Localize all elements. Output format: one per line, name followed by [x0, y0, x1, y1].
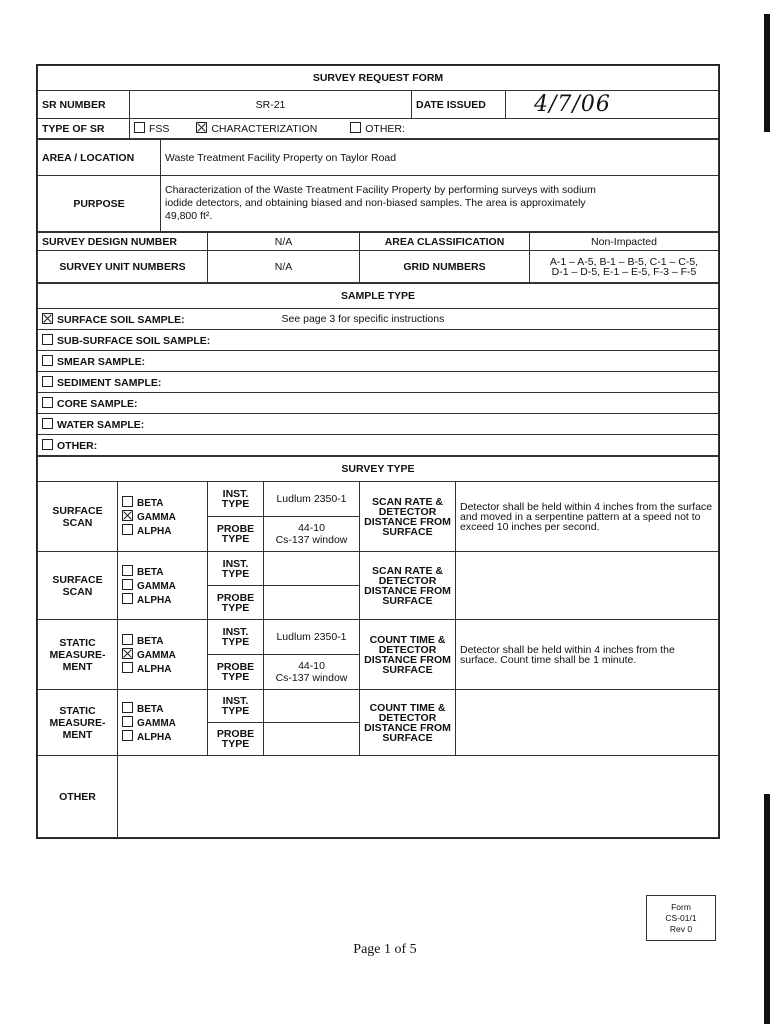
fss-label: FSS: [149, 123, 170, 135]
scan-edge-mark-top: [764, 14, 770, 132]
block-3-inst-type-label: INST. TYPE: [208, 620, 264, 655]
survey-type-header: SURVEY TYPE: [38, 457, 719, 482]
block-4-inst-type-label: INST. TYPE: [208, 690, 264, 723]
grid-numbers-label: GRID NUMBERS: [360, 251, 530, 283]
block-4-instructions[interactable]: [456, 690, 719, 756]
block-2-alpha-label: ALPHA: [137, 594, 172, 606]
block-1-beta[interactable]: [122, 496, 203, 510]
survey-design-number-label: SURVEY DESIGN NUMBER: [38, 233, 208, 251]
block-3-probe-type-value[interactable]: [264, 655, 360, 690]
block-3-alpha-label: ALPHA: [137, 663, 172, 675]
characterization-checkbox[interactable]: [196, 122, 207, 133]
survey-request-form: [36, 64, 720, 839]
other-survey-label: OTHER: [38, 756, 118, 838]
survey-design-number-value[interactable]: N/A: [208, 233, 360, 251]
sub-surface-soil-note[interactable]: [278, 330, 719, 351]
block-3-param-label: COUNT TIME & DETECTOR DISTANCE FROM SURFACE: [360, 620, 456, 690]
location-purpose-table: [37, 139, 719, 232]
sample-type-header: SAMPLE TYPE: [38, 284, 719, 309]
block-2-inst-type-value[interactable]: [264, 552, 360, 586]
block-4-probe-type-value[interactable]: [264, 723, 360, 756]
sample-row-smear[interactable]: [38, 351, 719, 372]
core-checkbox[interactable]: [42, 397, 53, 408]
characterization-label: CHARACTERIZATION: [211, 123, 318, 135]
grid-numbers-line-1: A-1 – A-5, B-1 – B-5, C-1 – C-5,: [549, 255, 699, 268]
block-1-gamma-checkbox[interactable]: [122, 510, 133, 521]
block-1-probe-line-2: Cs-137 window: [275, 534, 348, 546]
survey-unit-numbers-value[interactable]: N/A: [208, 251, 360, 283]
survey-block-4-type: STATIC MEASURE-MENT: [38, 690, 118, 756]
block-1-param-label: SCAN RATE & DETECTOR DISTANCE FROM SURFACE: [360, 482, 456, 552]
sample-row-water[interactable]: [38, 414, 719, 435]
surface-soil-note[interactable]: See page 3 for specific instructions: [278, 309, 719, 330]
block-3-probe-line-2: Cs-137 window: [275, 672, 348, 684]
water-note[interactable]: [278, 414, 719, 435]
other-sample-note[interactable]: [278, 435, 719, 456]
block-4-probe-type-label: PROBE TYPE: [208, 723, 264, 756]
form-header-table: [37, 65, 719, 139]
page-number: Page 1 of 5: [353, 942, 417, 957]
block-2-instructions[interactable]: [456, 552, 719, 620]
block-4-gamma[interactable]: [122, 716, 203, 730]
block-1-alpha-checkbox[interactable]: [122, 524, 133, 535]
sediment-note[interactable]: [278, 372, 719, 393]
block-3-beta-label: BETA: [137, 635, 164, 647]
sample-row-surface-soil[interactable]: [38, 309, 719, 330]
block-1-gamma-label: GAMMA: [137, 511, 176, 523]
block-3-alpha-checkbox[interactable]: [122, 662, 133, 673]
block-3-gamma[interactable]: [122, 648, 203, 662]
block-2-gamma[interactable]: [122, 579, 203, 593]
survey-block-2-options: [118, 552, 208, 620]
block-3-inst-type-value[interactable]: Ludlum 2350-1: [264, 620, 360, 655]
sample-type-table: [37, 283, 719, 456]
survey-block-3-options: [118, 620, 208, 690]
block-1-inst-type-label: INST. TYPE: [208, 482, 264, 517]
block-1-alpha-label: ALPHA: [137, 525, 172, 537]
block-2-beta-checkbox[interactable]: [122, 565, 133, 576]
block-4-inst-type-value[interactable]: [264, 690, 360, 723]
survey-unit-numbers-label: SURVEY UNIT NUMBERS: [38, 251, 208, 283]
form-id-box: [646, 895, 716, 941]
purpose-line-3: 49,800 ft².: [165, 210, 213, 222]
date-issued-handwritten: 4/7/06: [534, 92, 611, 117]
grid-numbers-line-2: D-1 – D-5, E-1 – E-5, F-3 – F-5: [551, 265, 697, 278]
sample-row-sediment[interactable]: [38, 372, 719, 393]
other-survey-value[interactable]: [118, 756, 719, 838]
area-location-label: AREA / LOCATION: [38, 140, 161, 176]
fss-checkbox[interactable]: [134, 122, 145, 133]
purpose-line-1: Characterization of the Waste Treatment Facility Property by performing surveys with sodium: [165, 184, 596, 196]
type-of-sr-label: TYPE OF SR: [38, 119, 130, 139]
block-1-probe-type-value[interactable]: [264, 517, 360, 552]
type-option-characterization[interactable]: [196, 123, 317, 135]
block-3-alpha[interactable]: [122, 662, 203, 676]
smear-note[interactable]: [278, 351, 719, 372]
survey-block-2-type: SURFACE SCAN: [38, 552, 118, 620]
form-id-line-2: CS-01/1: [665, 913, 697, 923]
surface-soil-checkbox[interactable]: [42, 313, 53, 324]
block-3-beta[interactable]: [122, 634, 203, 648]
form-id-line-1: Form: [671, 902, 691, 912]
block-2-probe-type-value[interactable]: [264, 586, 360, 620]
grid-numbers-value[interactable]: [530, 251, 719, 283]
block-2-probe-type-label: PROBE TYPE: [208, 586, 264, 620]
block-2-gamma-checkbox[interactable]: [122, 579, 133, 590]
core-label: CORE SAMPLE:: [57, 397, 138, 410]
survey-block-4-options: [118, 690, 208, 756]
block-2-param-label: SCAN RATE & DETECTOR DISTANCE FROM SURFACE: [360, 552, 456, 620]
water-checkbox[interactable]: [42, 418, 53, 429]
block-3-gamma-label: GAMMA: [137, 649, 176, 661]
survey-block-1-options: [118, 482, 208, 552]
block-4-alpha-checkbox[interactable]: [122, 730, 133, 741]
block-4-gamma-checkbox[interactable]: [122, 716, 133, 727]
scan-edge-mark-bottom: [764, 794, 770, 1024]
block-4-gamma-label: GAMMA: [137, 717, 176, 729]
other-sample-label: OTHER:: [57, 439, 98, 452]
block-2-inst-type-label: INST. TYPE: [208, 552, 264, 586]
core-note[interactable]: [278, 393, 719, 414]
water-label: WATER SAMPLE:: [57, 418, 145, 431]
form-title: SURVEY REQUEST FORM: [38, 66, 719, 91]
sub-surface-soil-checkbox[interactable]: [42, 334, 53, 345]
block-2-alpha[interactable]: [122, 593, 203, 607]
area-classification-label: AREA CLASSIFICATION: [360, 233, 530, 251]
surface-soil-label: SURFACE SOIL SAMPLE:: [57, 313, 185, 326]
purpose-label: PURPOSE: [38, 176, 161, 232]
type-option-other[interactable]: [350, 123, 405, 135]
block-4-alpha[interactable]: [122, 730, 203, 744]
block-4-beta[interactable]: [122, 702, 203, 716]
smear-label: SMEAR SAMPLE:: [57, 355, 146, 368]
block-1-inst-type-value[interactable]: Ludlum 2350-1: [264, 482, 360, 517]
block-4-beta-label: BETA: [137, 703, 164, 715]
block-1-instructions[interactable]: Detector shall be held within 4 inches from the surface and moved in a serpentine pattern at a speed not to exceed 10 inches per second.: [456, 482, 719, 552]
block-3-probe-line-1: 44-10: [298, 660, 325, 672]
block-2-beta-label: BETA: [137, 566, 164, 578]
block-1-probe-type-label: PROBE TYPE: [208, 517, 264, 552]
block-3-probe-type-label: PROBE TYPE: [208, 655, 264, 690]
survey-block-3-type: STATIC MEASURE-MENT: [38, 620, 118, 690]
block-3-gamma-checkbox[interactable]: [122, 648, 133, 659]
block-3-beta-checkbox[interactable]: [122, 634, 133, 645]
form-id-line-3: Rev 0: [669, 924, 693, 934]
other-sample-checkbox[interactable]: [42, 439, 53, 450]
block-1-alpha[interactable]: [122, 524, 203, 538]
sr-number-label: SR NUMBER: [38, 91, 130, 119]
other-type-label: OTHER:: [365, 123, 405, 135]
block-2-beta[interactable]: [122, 565, 203, 579]
sediment-checkbox[interactable]: [42, 376, 53, 387]
block-2-alpha-checkbox[interactable]: [122, 593, 133, 604]
smear-checkbox[interactable]: [42, 355, 53, 366]
area-location-value[interactable]: Waste Treatment Facility Property on Taylor Road: [161, 140, 719, 176]
type-of-sr-options: [130, 119, 719, 139]
block-4-param-label: COUNT TIME & DETECTOR DISTANCE FROM SURFACE: [360, 690, 456, 756]
other-type-checkbox[interactable]: [350, 122, 361, 133]
sr-number-field[interactable]: SR-21: [130, 91, 412, 119]
sub-surface-soil-label: SUB-SURFACE SOIL SAMPLE:: [57, 334, 211, 347]
block-4-beta-checkbox[interactable]: [122, 702, 133, 713]
date-issued-field[interactable]: [506, 91, 719, 119]
purpose-line-2: iodide detectors, and obtaining biased and non-biased samples. The area is approximately: [165, 197, 586, 209]
block-1-gamma[interactable]: [122, 510, 203, 524]
sample-row-sub-surface-soil[interactable]: [38, 330, 719, 351]
date-issued-label: DATE ISSUED: [412, 91, 506, 119]
sample-row-other[interactable]: [38, 435, 719, 456]
block-4-alpha-label: ALPHA: [137, 731, 172, 743]
survey-block-1-type: SURFACE SCAN: [38, 482, 118, 552]
type-option-fss[interactable]: [134, 123, 169, 135]
block-1-beta-checkbox[interactable]: [122, 496, 133, 507]
survey-type-table: [37, 456, 719, 838]
sediment-label: SEDIMENT SAMPLE:: [57, 376, 162, 389]
block-1-beta-label: BETA: [137, 497, 164, 509]
block-1-probe-line-1: 44-10: [298, 522, 325, 534]
block-3-instructions[interactable]: Detector shall be held within 4 inches from the surface. Count time shall be 1 minute.: [456, 620, 719, 690]
area-classification-value[interactable]: Non-Impacted: [530, 233, 719, 251]
block-2-gamma-label: GAMMA: [137, 580, 176, 592]
purpose-value[interactable]: [161, 176, 719, 232]
design-table: [37, 232, 719, 283]
sample-row-core[interactable]: [38, 393, 719, 414]
